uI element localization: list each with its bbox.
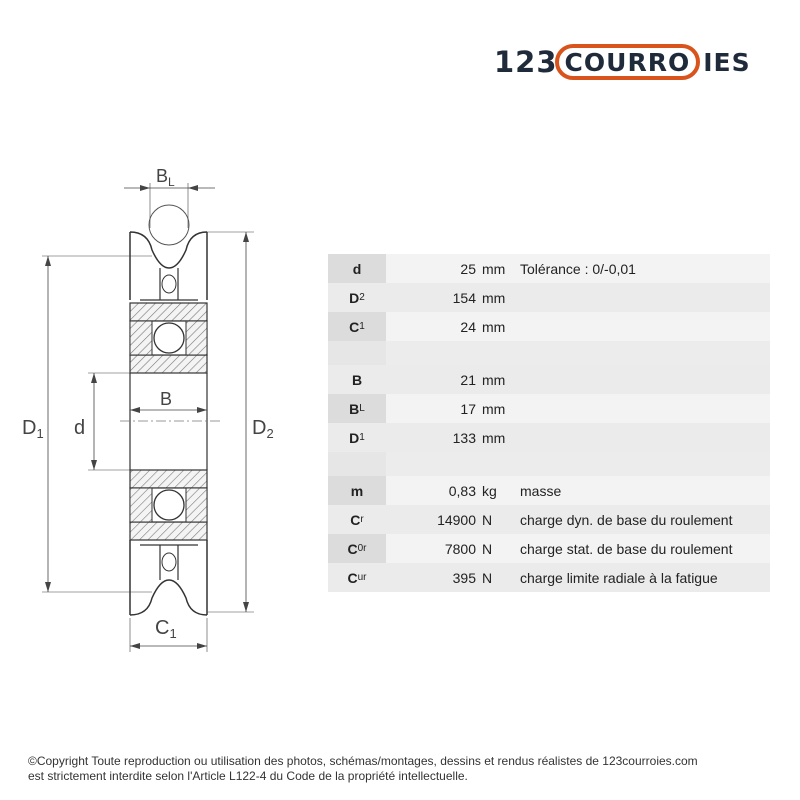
spec-symbol: D 1 — [328, 423, 386, 452]
spec-value: 24 — [460, 318, 476, 335]
spec-value-cell — [386, 476, 510, 505]
top-web — [140, 268, 198, 300]
spec-value: 133 — [452, 429, 476, 446]
copyright-line-2: est strictement interdite selon l'Article L122-4 du Code de la propriété intellectuelle. — [28, 769, 468, 783]
logo-ring-word: COURRO — [564, 47, 691, 77]
spec-value: 0,83 — [448, 482, 476, 499]
spec-description — [510, 312, 770, 341]
outer-profile-top — [130, 232, 207, 300]
spec-value: 14900 — [437, 511, 476, 528]
label-d: d — [74, 417, 86, 439]
spec-value-cell — [386, 394, 510, 423]
spec-value-cell — [386, 283, 510, 312]
spec-description — [510, 365, 770, 394]
label-D1: $D_1$ — [22, 417, 44, 441]
spec-value-cell — [386, 534, 510, 563]
spec-unit: mm — [482, 429, 506, 446]
spec-symbol: C r — [328, 505, 386, 534]
lower-bearing-outer-ring — [130, 522, 207, 540]
bottom-web — [140, 545, 198, 580]
spec-unit: mm — [482, 260, 506, 277]
label-D2: $D_2$ — [252, 417, 274, 441]
spec-description: masse — [510, 476, 770, 505]
label-C1: $C_1$ — [155, 617, 177, 641]
top-groove-circle — [149, 205, 189, 245]
spec-symbol: C ur — [328, 563, 386, 592]
spec-unit: mm — [482, 400, 506, 417]
logo-prefix: 123 — [494, 45, 558, 79]
spec-value: 17 — [460, 400, 476, 417]
spec-description: charge stat. de base du roulement — [510, 534, 770, 563]
spec-symbol: m — [328, 476, 386, 505]
spec-description: charge limite radiale à la fatigue — [510, 563, 770, 592]
lower-ball — [154, 490, 184, 520]
copyright-line-1: ©Copyright Toute reproduction ou utilisation des photos, schémas/montages, dessins et rendus réalistes de 123courroies.com — [28, 754, 698, 768]
spec-value-cell — [386, 254, 510, 283]
spec-description: Tolérance : 0/-0,01 — [510, 254, 770, 283]
spec-row — [328, 505, 770, 534]
spec-unit: N — [482, 540, 493, 557]
upper-bearing-outer-ring — [130, 303, 207, 321]
spec-row-spacer — [328, 341, 770, 365]
label-B: B — [160, 389, 173, 409]
spec-unit: mm — [482, 318, 506, 335]
spec-value-cell — [386, 505, 510, 534]
brand-logo — [494, 40, 774, 84]
label-BL: $B_L$ — [156, 166, 175, 189]
spec-row-spacer — [328, 452, 770, 476]
outer-profile-bottom — [130, 540, 207, 615]
spec-value: 21 — [460, 371, 476, 388]
spec-value: 25 — [460, 260, 476, 277]
spec-row — [328, 423, 770, 452]
spec-row — [328, 254, 770, 283]
spec-symbol: B L — [328, 394, 386, 423]
copyright-notice — [28, 754, 788, 784]
logo-suffix: IES — [703, 47, 751, 77]
spec-unit: N — [482, 569, 493, 586]
spec-description — [510, 423, 770, 452]
spec-row — [328, 283, 770, 312]
spec-description — [510, 394, 770, 423]
spec-value: 154 — [452, 289, 476, 306]
spec-row — [328, 563, 770, 592]
spec-value: 7800 — [444, 540, 476, 557]
spec-row — [328, 534, 770, 563]
spec-description — [510, 283, 770, 312]
spec-table — [328, 254, 770, 592]
spec-symbol: D 2 — [328, 283, 386, 312]
spec-symbol: C 1 — [328, 312, 386, 341]
spec-row — [328, 476, 770, 505]
spec-unit: mm — [482, 371, 506, 388]
spec-value: 395 — [452, 569, 476, 586]
spec-value-cell — [386, 563, 510, 592]
spec-unit: mm — [482, 289, 506, 306]
upper-ball — [154, 323, 184, 353]
bearing-cross-section-drawing — [0, 150, 300, 660]
spec-symbol: C 0r — [328, 534, 386, 563]
spec-description: charge dyn. de base du roulement — [510, 505, 770, 534]
spec-value-cell — [386, 365, 510, 394]
spec-symbol: B — [328, 365, 386, 394]
spec-unit: kg — [482, 482, 497, 499]
upper-bearing-inner-ring — [130, 355, 207, 373]
spec-value-cell — [386, 312, 510, 341]
spec-unit: N — [482, 511, 493, 528]
spec-row — [328, 394, 770, 423]
spec-symbol: d — [328, 254, 386, 283]
spec-value-cell — [386, 423, 510, 452]
lower-bearing-inner-ring — [130, 470, 207, 488]
spec-row — [328, 365, 770, 394]
spec-row — [328, 312, 770, 341]
logo-ring — [559, 42, 697, 82]
